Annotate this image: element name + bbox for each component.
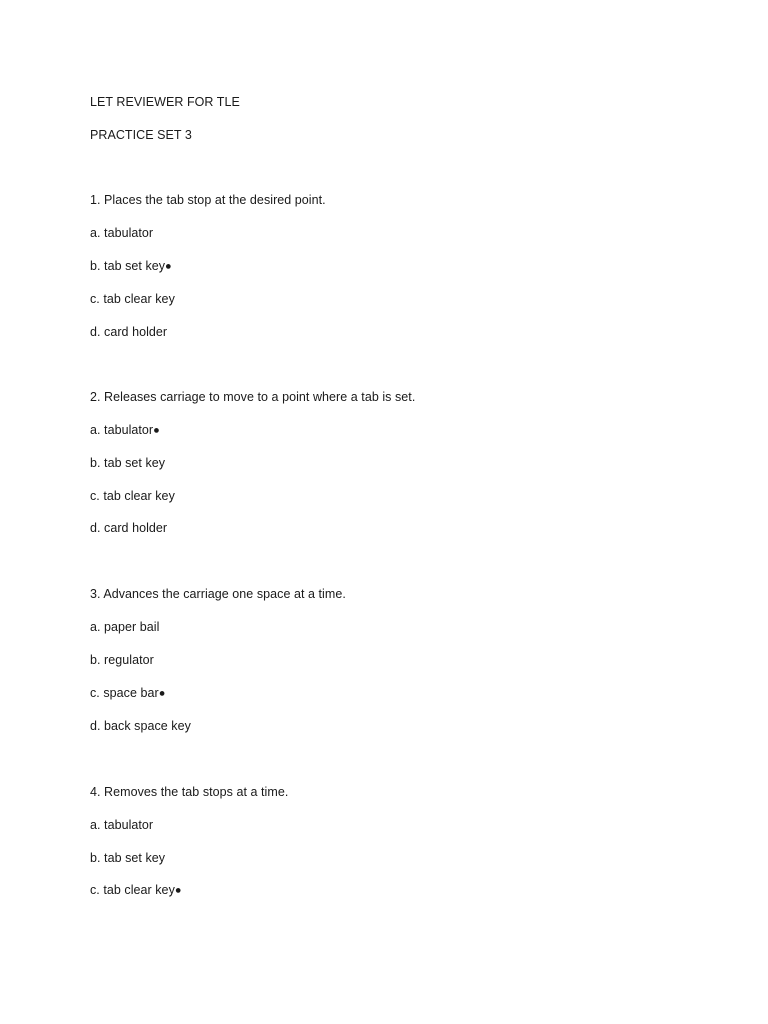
option-text: c. space bar [90, 686, 159, 700]
answer-marker-icon: ● [165, 260, 172, 273]
question-3-option-a [90, 619, 159, 635]
question-4-option-b [90, 850, 165, 866]
question-3: 3. Advances the carriage one space at a time. [90, 587, 346, 601]
option-text: a. tabulator [90, 226, 154, 240]
option-text: a. paper bail [90, 620, 160, 634]
document-subtitle: PRACTICE SET 3 [90, 128, 192, 142]
answer-marker-icon: ● [158, 687, 166, 700]
question-1: 1. Places the tab stop at the desired point. [90, 193, 326, 207]
option-text: a. tabulator [90, 818, 154, 832]
option-text: c. tab clear key [90, 883, 175, 897]
answer-marker-icon: ● [153, 424, 160, 437]
option-text: d. card holder [90, 325, 168, 339]
question-1-option-d [90, 324, 167, 340]
option-text: d. card holder [90, 521, 168, 535]
option-text: a. tabulator [90, 423, 154, 437]
question-3-option-c [90, 685, 165, 702]
document-title: LET REVIEWER FOR TLE [90, 95, 240, 109]
question-2-option-b [90, 455, 165, 471]
question-2-option-c [90, 488, 175, 504]
option-text: b. tab set key [90, 456, 166, 470]
option-text: c. tab clear key [90, 489, 175, 503]
question-2-option-a [90, 422, 160, 439]
option-text: d. back space key [90, 719, 191, 733]
option-text: c. tab clear key [90, 292, 175, 306]
option-text: b. regulator [90, 653, 154, 667]
question-2: 2. Releases carriage to move to a point where a tab is set. [90, 390, 416, 404]
question-4: 4. Removes the tab stops at a time. [90, 785, 289, 799]
answer-marker-icon: ● [174, 884, 182, 897]
option-text: b. tab set key [90, 851, 166, 865]
question-2-option-d [90, 520, 167, 536]
question-1-option-c [90, 291, 175, 307]
question-4-option-a [90, 817, 153, 833]
question-1-option-b [90, 258, 172, 275]
question-4-option-c [90, 882, 182, 899]
question-3-option-b [90, 652, 154, 668]
question-3-option-d [90, 718, 191, 734]
option-text: b. tab set key [90, 259, 166, 273]
question-1-option-a [90, 225, 153, 241]
